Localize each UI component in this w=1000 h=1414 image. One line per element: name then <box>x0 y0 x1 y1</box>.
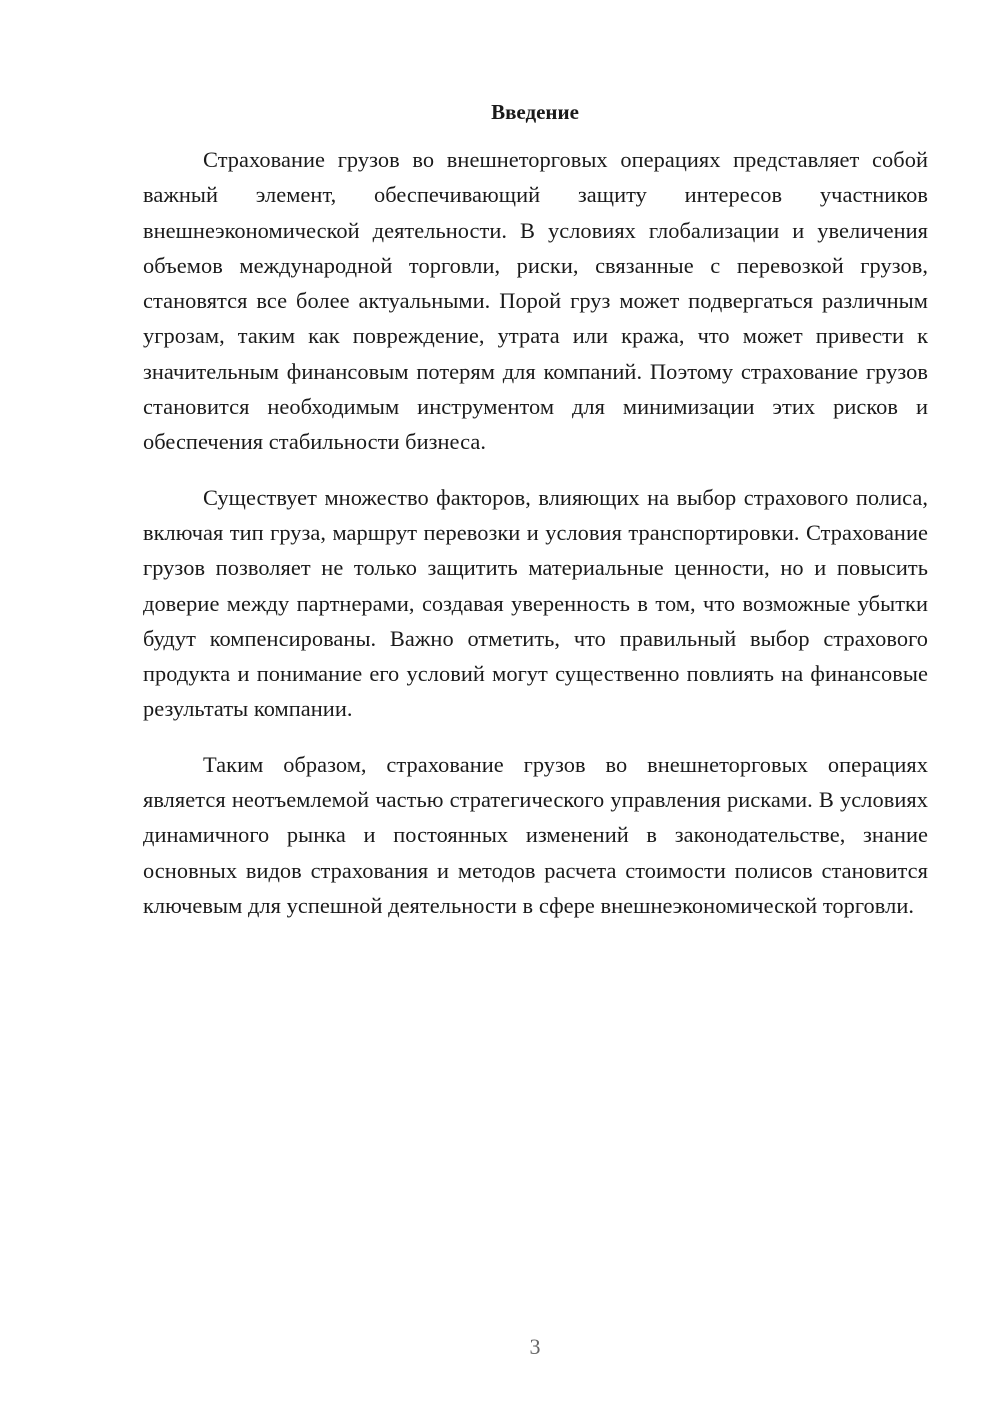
document-body <box>143 142 928 943</box>
paragraph-1: Страхование грузов во внешнеторговых операциях представляет собой важный элемент, обеспечивающий защиту интересов участников внешнеэкономической деятельности. В условиях глобализации и увеличения объемов международной торговли, риски, связанные с перевозкой грузов, становятся все более актуальными. Порой груз может подвергаться различным угрозам, таким как повреждение, утрата или кража, что может привести к значительным финансовым потерям для компаний. Поэтому страхование грузов становится необходимым инструментом для минимизации этих рисков и обеспечения стабильности бизнеса. <box>143 147 928 455</box>
page-number: 3 <box>529 1334 541 1359</box>
paragraph-2: Существует множество факторов, влияющих на выбор страхового полиса, включая тип груза, маршрут перевозки и условия транспортировки. Страхование грузов позволяет не только защитить материальные ценности, но и повысить доверие между партнерами, создавая уверенность в том, что возможные убытки будут компенсированы. Важно отметить, что правильный выбор страхового продукта и понимание его условий могут существенно повлиять на финансовые результаты компании. <box>143 484 928 722</box>
section-heading: Введение <box>491 100 579 124</box>
paragraph-3: Таким образом, страхование грузов во внешнеторговых операциях является неотъемлемой частью стратегического управления рисками. В условиях динамичного рынка и постоянных изменений в законодательстве, знание основных видов страхования и методов расчета стоимости полисов становится ключевым для успешной деятельности в сфере внешнеэкономической торговли. <box>143 751 928 918</box>
